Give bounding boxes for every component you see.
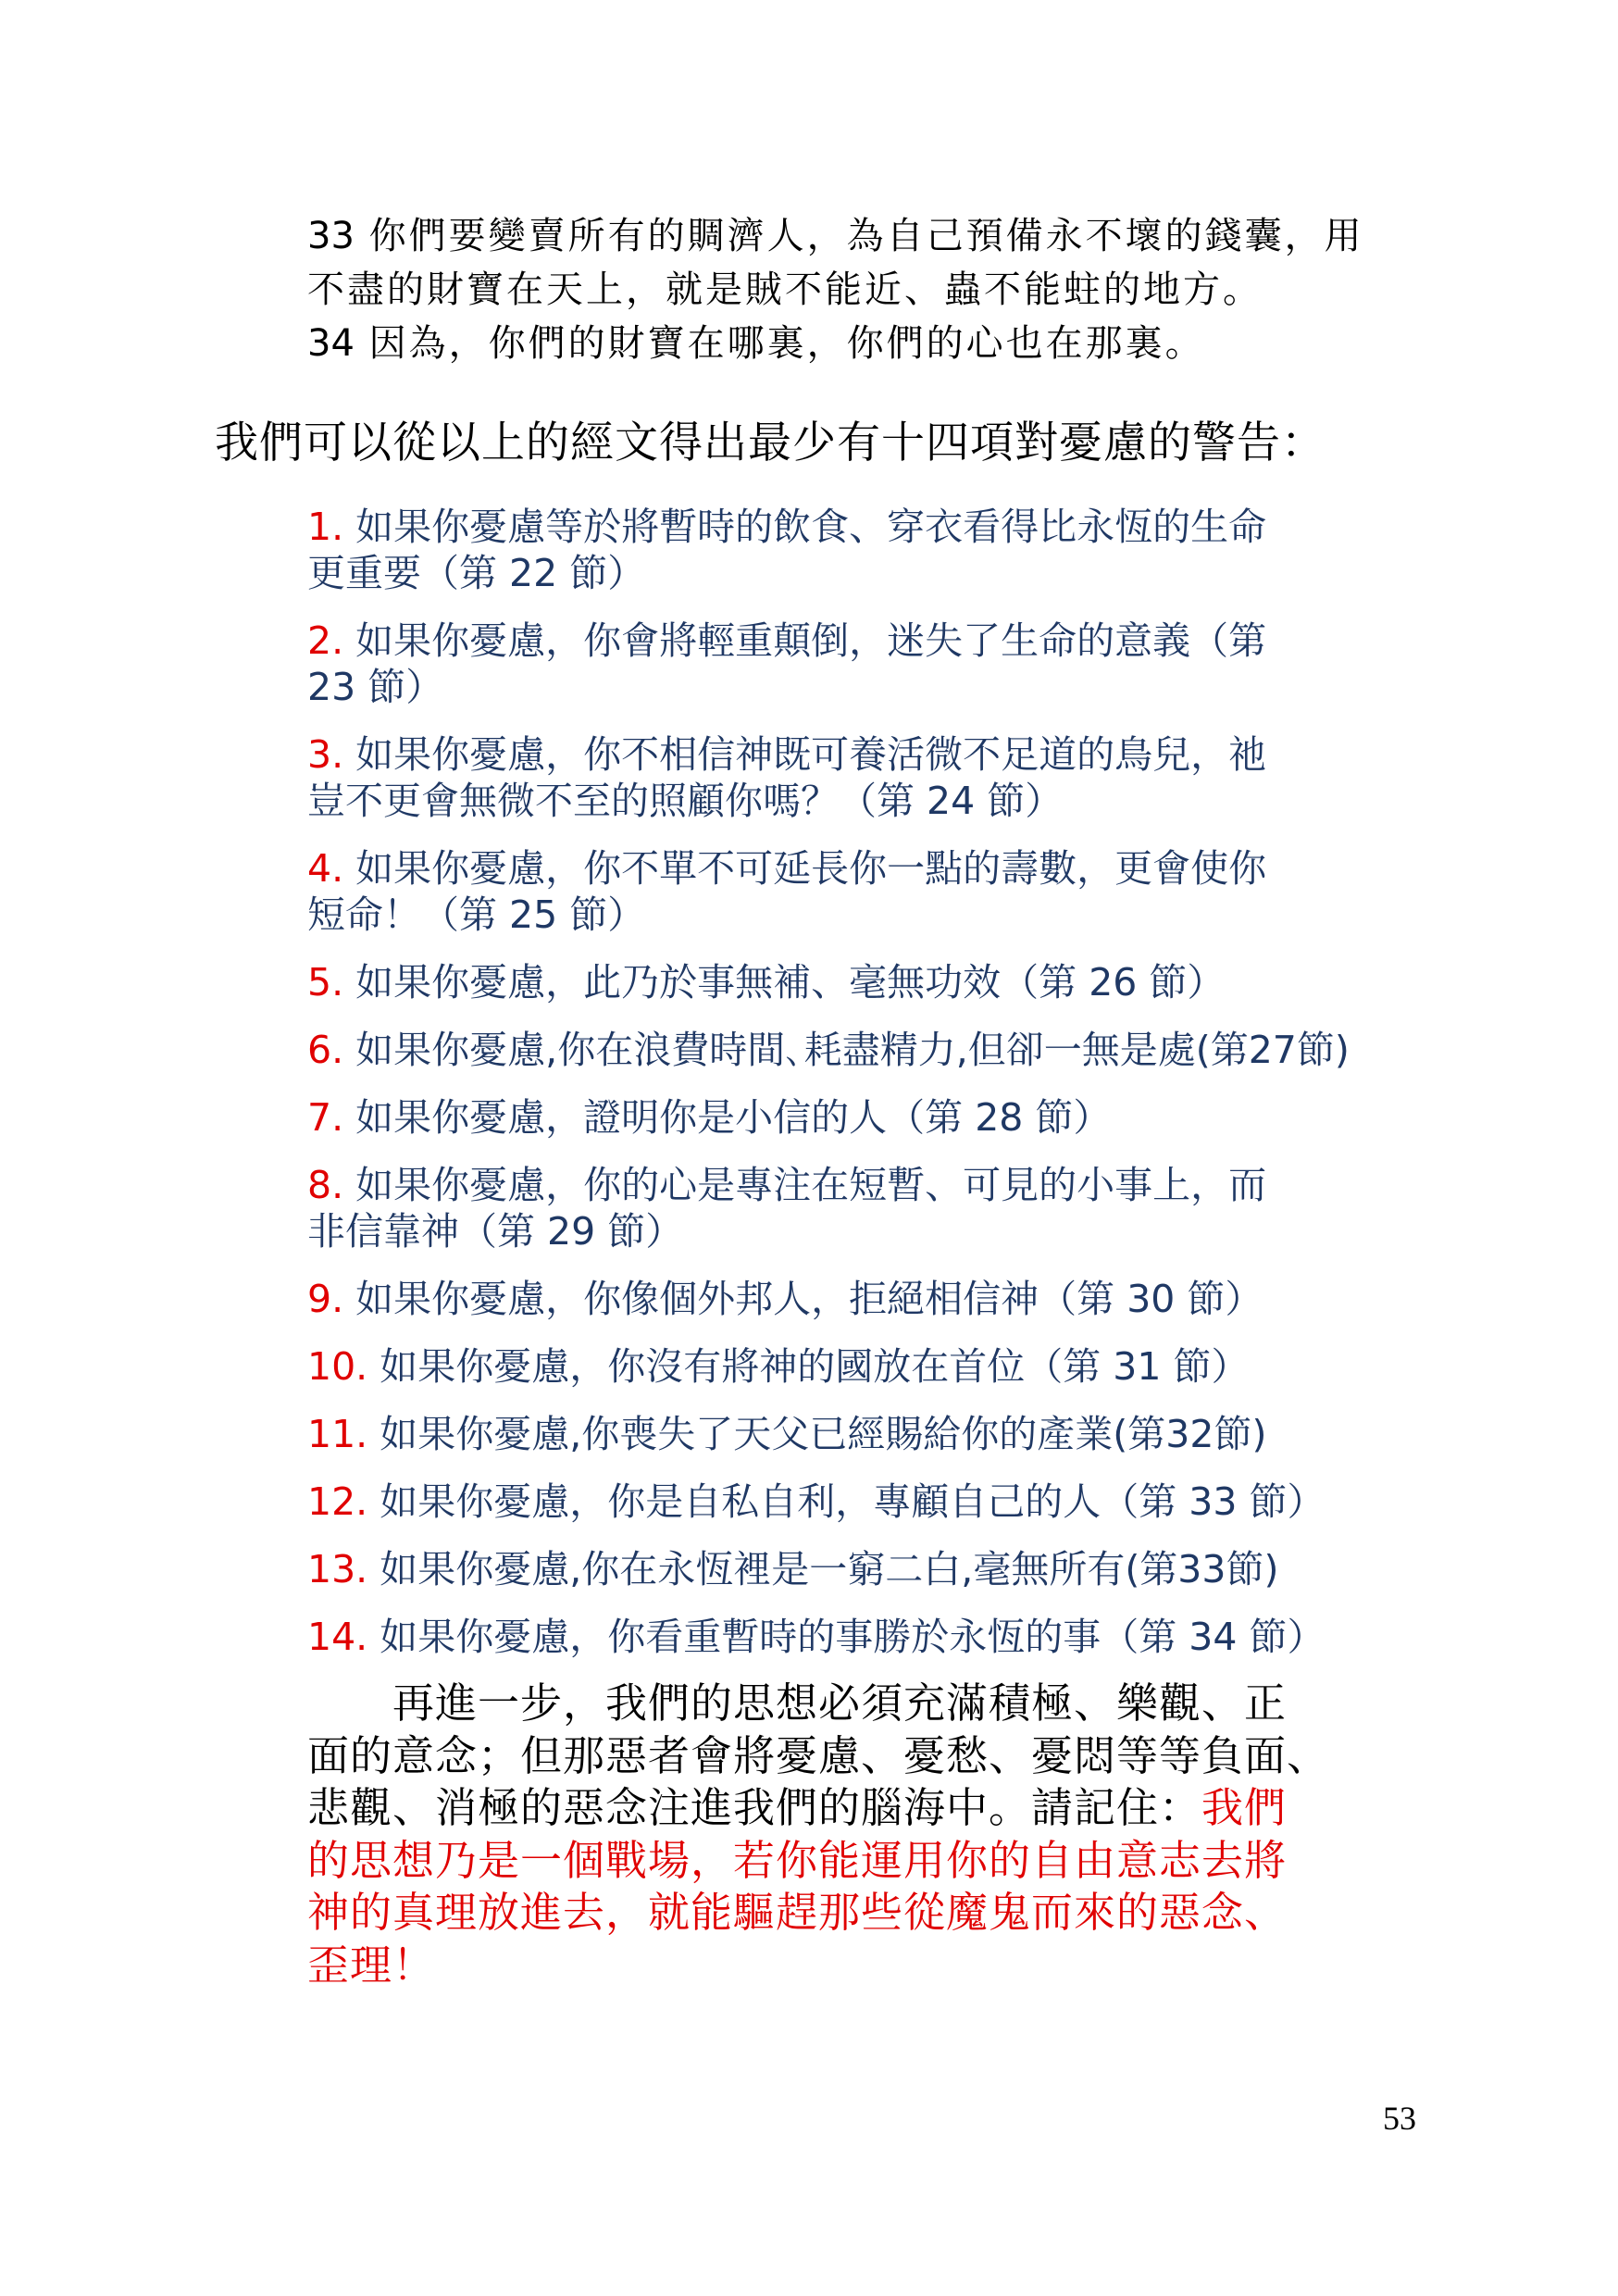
warning-text: 如果你憂慮，你不相信神既可養活微不足道的鳥兒，祂: [343, 732, 1267, 777]
verse-34-line-1: [307, 317, 1400, 370]
warning-item: [307, 959, 1400, 1005]
warning-line-continued: 短命！（第 25 節）: [307, 892, 646, 937]
verse-text: 你們要變賣所有的賙濟人，為自己預備永不壞的錢囊，用: [354, 215, 1364, 257]
warning-number: 7.: [307, 1095, 344, 1140]
warning-number: 10.: [307, 1344, 368, 1389]
warning-number: 13.: [307, 1547, 368, 1591]
closing-line: 再進一步，我們的思想必須充滿積極、樂觀、正: [307, 1678, 1288, 1728]
warning-line: [307, 1027, 1400, 1073]
warning-item: [307, 845, 1400, 938]
warning-number: 5.: [307, 960, 344, 1004]
closing-emphasis-line: 的思想乃是一個戰場，若你能運用你的自由意志去將: [307, 1835, 1288, 1885]
warning-line: [307, 1162, 1400, 1208]
warning-item: [307, 1027, 1400, 1073]
warning-text: 如果你憂慮，你的心是專注在短暫、可見的小事上，而: [343, 1163, 1267, 1207]
warning-text: 如果你憂慮，證明你是小信的人（第 28 節）: [343, 1095, 1112, 1140]
warning-item: [307, 618, 1400, 710]
warning-text: 如果你憂慮，你不單不可延長你一點的壽數，更會使你: [343, 846, 1267, 891]
warning-line: [307, 731, 1400, 778]
warning-item: [307, 1094, 1400, 1141]
scripture-passage: [307, 209, 1400, 370]
warning-item: [307, 1411, 1400, 1457]
warning-text: 如果你憂慮,你在浪費時間､耗盡精力,但卻一無是處(第27節): [343, 1028, 1350, 1072]
warning-line: [307, 1479, 1400, 1525]
warning-number: 3.: [307, 732, 344, 777]
warning-line: [307, 1094, 1400, 1141]
warning-text: 如果你憂慮，你像個外邦人，拒絕相信神（第 30 節）: [343, 1277, 1263, 1321]
warning-number: 11.: [307, 1412, 368, 1456]
warning-item: [307, 1343, 1400, 1390]
warning-text: 如果你憂慮，此乃於事無補、毫無功效（第 26 節）: [343, 960, 1226, 1004]
closing-line: 面的意念；但那惡者會將憂慮、憂愁、憂悶等等負面、: [307, 1730, 1330, 1780]
warning-line: [307, 959, 1400, 1005]
warning-text: 如果你憂慮等於將暫時的飲食、穿衣看得比永恆的生命: [343, 505, 1267, 549]
verse-33-line-1: [307, 209, 1400, 263]
warning-number: 1.: [307, 505, 344, 549]
closing-paragraph: [307, 1678, 1400, 1991]
warning-text: 如果你憂慮，你沒有將神的國放在首位（第 31 節）: [367, 1344, 1250, 1389]
warning-list: [307, 504, 1400, 1681]
warning-text: 如果你憂慮,你在永恆裡是一窮二白,毫無所有(第33節): [367, 1547, 1279, 1591]
page-number: 53: [1383, 2100, 1416, 2137]
warning-number: 2.: [307, 618, 344, 663]
warning-number: 8.: [307, 1163, 344, 1207]
warning-line-continued: 23 節）: [307, 665, 444, 709]
verse-number: 34: [307, 322, 355, 365]
verse-text: 因為，你們的財寶在哪裏，你們的心也在那裏。: [354, 322, 1205, 365]
warning-line-continued: 非信靠神（第 29 節）: [307, 1209, 684, 1254]
warning-text: 如果你憂慮,你喪失了天父已經賜給你的產業(第32節): [367, 1412, 1267, 1456]
closing-text: 悲觀、消極的惡念注進我們的腦海中。請記住：: [307, 1783, 1202, 1832]
warning-text: 如果你憂慮，你會將輕重顛倒，迷失了生命的意義（第: [343, 618, 1267, 663]
warning-item: [307, 1614, 1400, 1660]
warning-text: 如果你憂慮，你是自私自利，專顧自己的人（第 33 節）: [367, 1479, 1326, 1524]
closing-line: [307, 1782, 1400, 1835]
section-heading: 我們可以從以上的經文得出最少有十四項對憂慮的警告：: [215, 418, 1326, 468]
verse-33-line-2: 不盡的財寶在天上，就是賊不能近、蟲不能蛀的地方。: [307, 268, 1263, 311]
warning-text: 如果你憂慮，你看重暫時的事勝於永恆的事（第 34 節）: [367, 1615, 1326, 1659]
warning-line: [307, 1614, 1400, 1660]
warning-line: [307, 1546, 1400, 1592]
warning-number: 6.: [307, 1028, 344, 1072]
warning-number: 14.: [307, 1615, 368, 1659]
warning-number: 12.: [307, 1479, 368, 1524]
warning-item: [307, 1162, 1400, 1254]
warning-line: [307, 845, 1400, 892]
closing-emphasis: 我們: [1201, 1783, 1288, 1832]
warning-item: [307, 504, 1400, 596]
closing-emphasis-line: 神的真理放進去，就能驅趕那些從魔鬼而來的惡念、: [307, 1888, 1288, 1937]
warning-number: 9.: [307, 1277, 344, 1321]
closing-emphasis-line: 歪理！: [307, 1940, 436, 1990]
warning-line-continued: 豈不更會無微不至的照顧你嗎？（第 24 節）: [307, 779, 1064, 823]
warning-item: [307, 731, 1400, 824]
warning-line-continued: 更重要（第 22 節）: [307, 551, 646, 595]
warning-item: [307, 1546, 1400, 1592]
verse-number: 33: [307, 215, 355, 257]
warning-item: [307, 1276, 1400, 1322]
warning-line: [307, 1411, 1400, 1457]
warning-line: [307, 504, 1400, 550]
warning-number: 4.: [307, 846, 344, 891]
warning-line: [307, 1343, 1400, 1390]
warning-line: [307, 618, 1400, 664]
warning-item: [307, 1479, 1400, 1525]
warning-line: [307, 1276, 1400, 1322]
